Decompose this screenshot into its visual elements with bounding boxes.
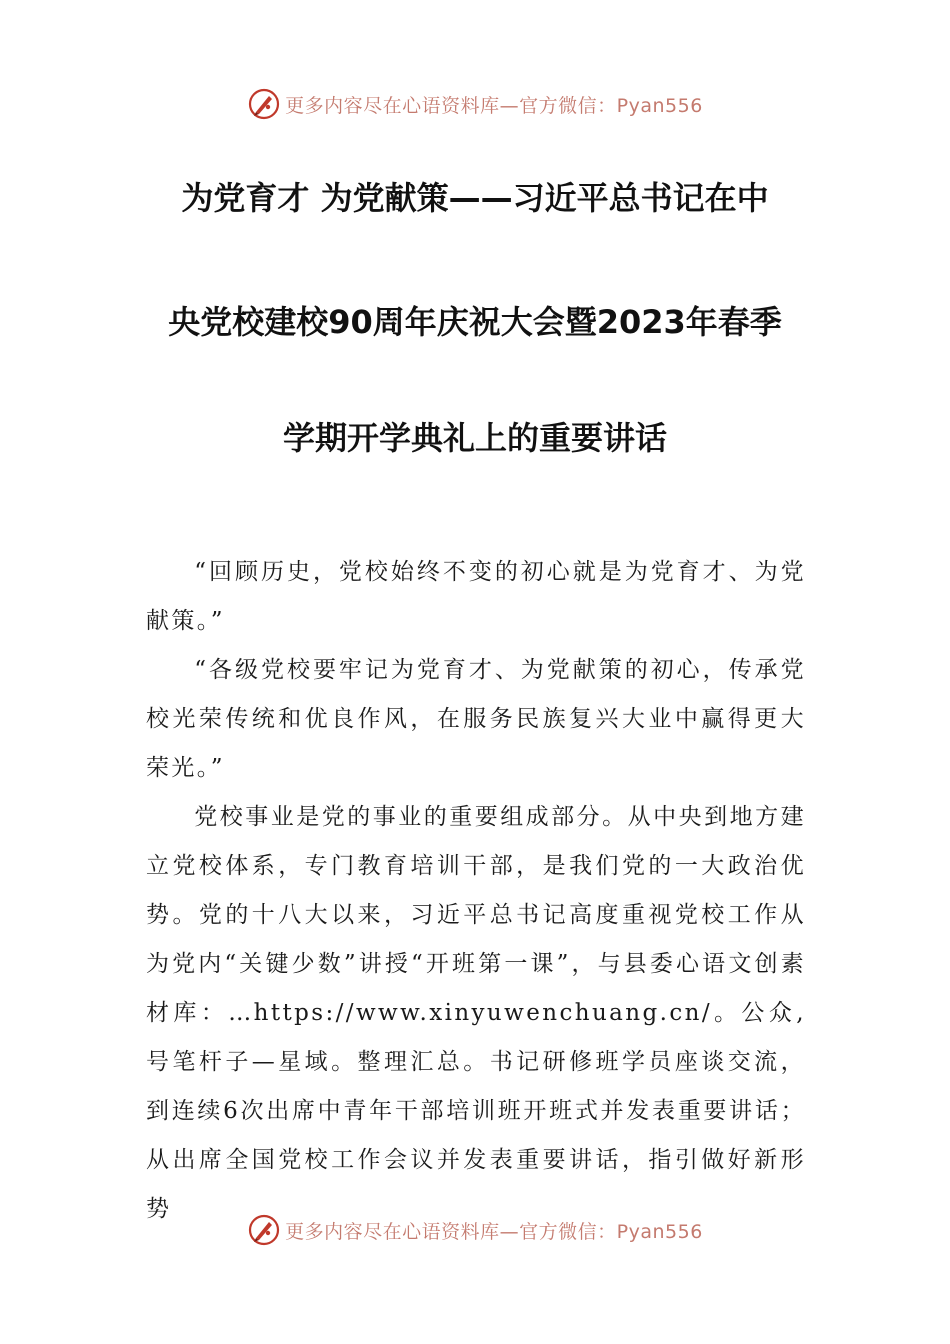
title-line-1: 为党育才 为党献策——习近平总书记在中 xyxy=(181,179,769,217)
article-body xyxy=(146,548,806,1234)
header-banner xyxy=(0,84,950,124)
footer-banner xyxy=(0,1210,950,1250)
header-banner-text: 更多内容尽在心语资料库—官方微信：Pyan556 xyxy=(285,94,703,117)
title-line-3: 学期开学典礼上的重要讲话 xyxy=(282,419,667,457)
footer-banner-text: 更多内容尽在心语资料库—官方微信：Pyan556 xyxy=(285,1220,703,1243)
title-line-2: 央党校建校90周年庆祝大会暨2023年春季 xyxy=(168,303,782,341)
paragraph: 党校事业是党的事业的重要组成部分。从中央到地方建立党校体系，专门教育培训干部，是我们党的一大政治优势。党的十八大以来，习近平总书记高度重视党校工作从为党内“关键少数”讲授“开班第一课”，与县委心语文创素材库：…https://www.xinyuwenchuang.cn/。公众,号笔杆子—星域。整理汇总。书记研修班学员座谈交流，到连续6次出席中青年干部培训班开班式并发表重要讲话；从出席全国党校工作会议并发表重要讲话，指引做好新形势 xyxy=(146,804,806,1222)
pen-circle-logo-icon xyxy=(247,1213,281,1247)
pen-circle-logo-icon xyxy=(247,87,281,121)
paragraph: “回顾历史，党校始终不变的初心就是为党育才、为党献策。” xyxy=(146,559,806,634)
paragraph: “各级党校要牢记为党育才、为党献策的初心，传承党校光荣传统和优良作风，在服务民族复兴大业中赢得更大荣光。” xyxy=(146,657,806,781)
